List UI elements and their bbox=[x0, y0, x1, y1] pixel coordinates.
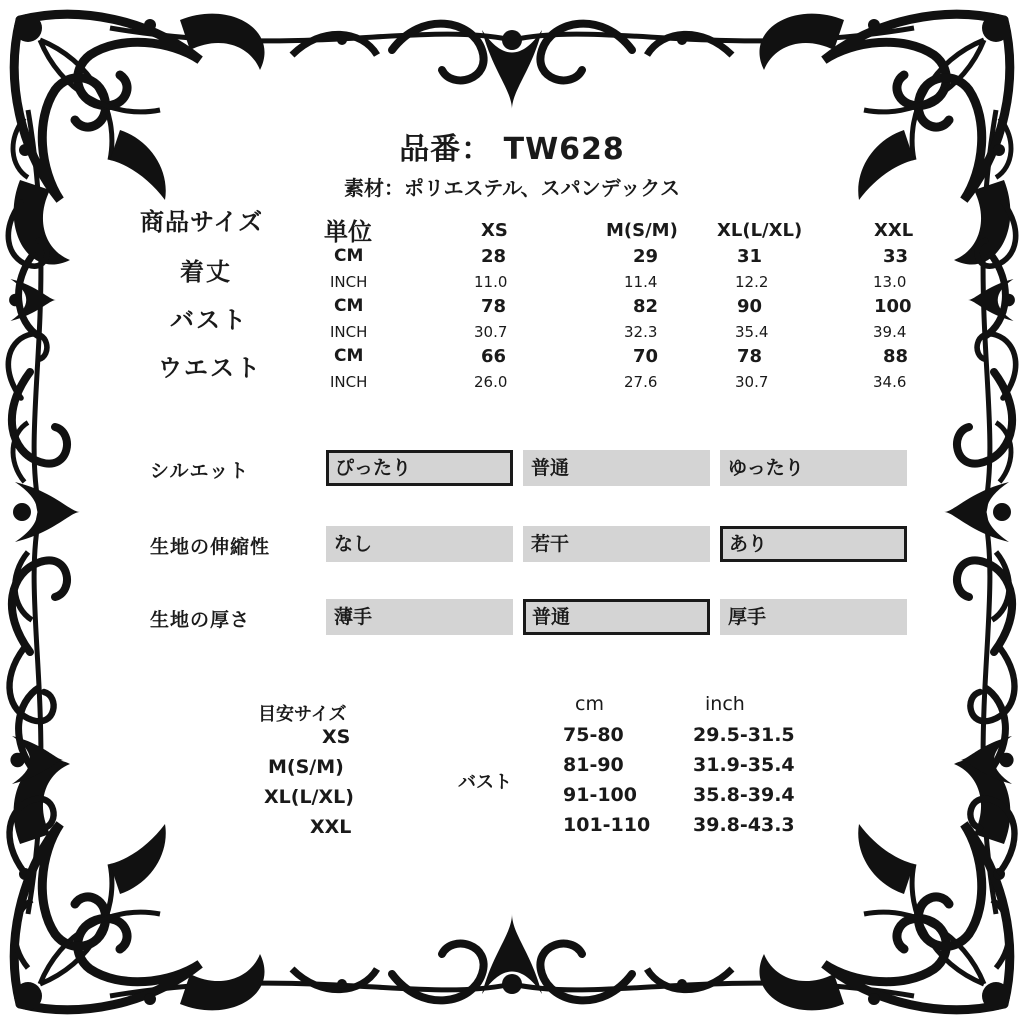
silhouette-option-loose: ゆったり bbox=[720, 450, 907, 486]
cm-unit-label: CM bbox=[334, 246, 364, 266]
thickness-option-thick: 厚手 bbox=[720, 599, 907, 635]
unit-label: 単位 bbox=[324, 218, 372, 246]
silhouette-option-regular: 普通 bbox=[523, 450, 710, 486]
length-inch-value: 12.2 bbox=[735, 273, 769, 291]
guide-cm-header: cm bbox=[575, 693, 604, 715]
length-cm-value: 29 bbox=[633, 246, 659, 267]
length-cm-value: 33 bbox=[883, 246, 909, 267]
guide-size-label: XL(L/XL) bbox=[264, 786, 354, 808]
product-title: 品番： TW628 bbox=[399, 132, 625, 167]
bust-inch-value: 35.4 bbox=[735, 323, 769, 341]
column-header: XL(L/XL) bbox=[717, 220, 803, 241]
waist-cm-value: 78 bbox=[737, 346, 763, 367]
row-label-length: 着丈 bbox=[180, 258, 232, 286]
row-label-bust: バスト bbox=[170, 306, 248, 334]
guide-inch-header: inch bbox=[705, 693, 745, 715]
waist-inch-value: 26.0 bbox=[474, 373, 508, 391]
thickness-option-thin: 薄手 bbox=[326, 599, 513, 635]
guide-inch-value: 35.8-39.4 bbox=[693, 784, 795, 806]
column-header: M(S/M) bbox=[606, 220, 678, 241]
guide-inch-value: 31.9-35.4 bbox=[693, 754, 795, 776]
length-inch-value: 11.4 bbox=[624, 273, 658, 291]
stretch-option-yes: あり bbox=[720, 526, 907, 562]
guide-cm-value: 91-100 bbox=[563, 784, 637, 806]
length-cm-value: 31 bbox=[737, 246, 763, 267]
bust-inch-value: 32.3 bbox=[624, 323, 658, 341]
bust-inch-value: 39.4 bbox=[873, 323, 907, 341]
waist-cm-value: 70 bbox=[633, 346, 659, 367]
bust-inch-value: 30.7 bbox=[474, 323, 508, 341]
guide-size-label: XXL bbox=[310, 816, 352, 838]
inch-unit-label: INCH bbox=[330, 323, 368, 341]
length-inch-value: 13.0 bbox=[873, 273, 907, 291]
column-header: XS bbox=[481, 220, 508, 241]
column-header: XXL bbox=[874, 220, 914, 241]
length-cm-value: 28 bbox=[481, 246, 507, 267]
thickness-label: 生地の厚さ bbox=[150, 609, 251, 631]
waist-inch-value: 27.6 bbox=[624, 373, 658, 391]
inch-unit-label: INCH bbox=[330, 373, 368, 391]
silhouette-option-fitted: ぴったり bbox=[326, 450, 513, 486]
stretch-option-slight: 若干 bbox=[523, 526, 710, 562]
row-label-waist: ウエスト bbox=[158, 354, 262, 382]
guide-heading: 目安サイズ bbox=[258, 704, 347, 725]
guide-cm-value: 75-80 bbox=[563, 724, 624, 746]
bust-cm-value: 82 bbox=[633, 296, 659, 317]
bust-cm-value: 78 bbox=[481, 296, 507, 317]
cm-unit-label: CM bbox=[334, 296, 364, 316]
guide-inch-value: 39.8-43.3 bbox=[693, 814, 795, 836]
stretch-label: 生地の伸縮性 bbox=[150, 536, 271, 558]
silhouette-label: シルエット bbox=[150, 460, 250, 482]
waist-cm-value: 88 bbox=[883, 346, 909, 367]
thickness-option-regular: 普通 bbox=[523, 599, 710, 635]
guide-cm-value: 81-90 bbox=[563, 754, 624, 776]
waist-cm-value: 66 bbox=[481, 346, 507, 367]
bust-cm-value: 90 bbox=[737, 296, 763, 317]
guide-inch-value: 29.5-31.5 bbox=[693, 724, 795, 746]
cm-unit-label: CM bbox=[334, 346, 364, 366]
guide-size-label: XS bbox=[322, 726, 351, 748]
size-table-heading: 商品サイズ bbox=[140, 208, 264, 236]
guide-cm-value: 101-110 bbox=[563, 814, 651, 836]
guide-size-label: M(S/M) bbox=[268, 756, 344, 778]
bust-cm-value: 100 bbox=[874, 296, 912, 317]
guide-measure-label: バスト bbox=[458, 772, 512, 793]
waist-inch-value: 34.6 bbox=[873, 373, 907, 391]
stretch-option-none: なし bbox=[326, 526, 513, 562]
waist-inch-value: 30.7 bbox=[735, 373, 769, 391]
inch-unit-label: INCH bbox=[330, 273, 368, 291]
length-inch-value: 11.0 bbox=[474, 273, 508, 291]
material-text: 素材：ポリエステル、スパンデックス bbox=[344, 176, 680, 200]
